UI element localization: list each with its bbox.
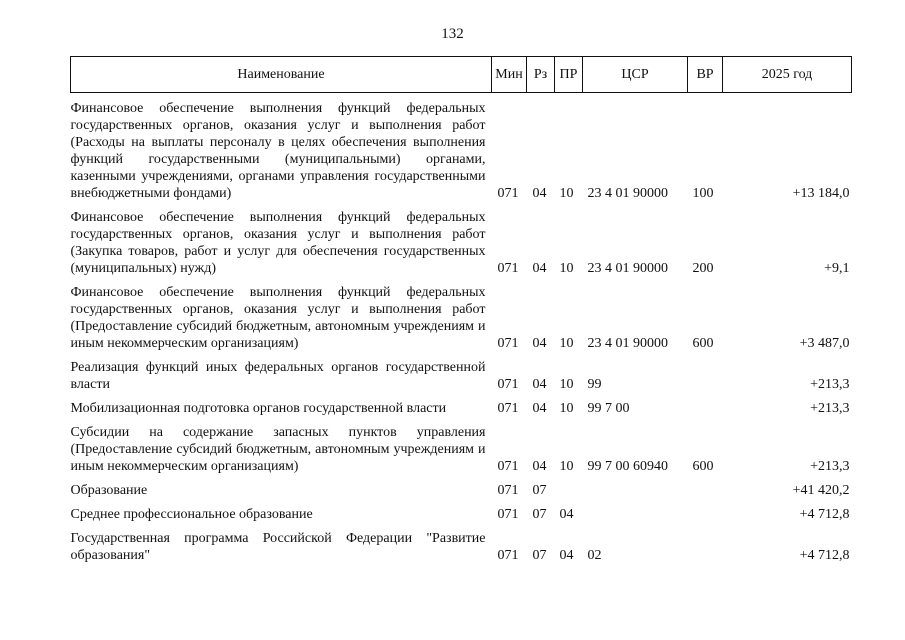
header-year: 2025 год	[723, 57, 852, 93]
row-rz: 04	[532, 459, 547, 474]
row-vr: 600	[692, 336, 714, 351]
row-csr	[583, 499, 688, 523]
row-min: 071	[497, 459, 519, 474]
row-rz: 04	[532, 186, 547, 201]
row-sum: +213,3	[810, 377, 850, 392]
table-row	[71, 499, 852, 523]
table-row	[71, 202, 852, 277]
row-pr: 10	[559, 336, 574, 351]
row-sum: +13 184,0	[792, 186, 850, 201]
row-min: 071	[497, 483, 519, 498]
row-pr: 10	[559, 459, 574, 474]
row-sum: +213,3	[810, 459, 850, 474]
table-header	[71, 57, 852, 93]
row-pr: 04	[559, 548, 574, 563]
row-vr	[688, 523, 723, 564]
row-csr: 99 7 00 60940	[587, 459, 668, 474]
row-sum: +4 712,8	[799, 507, 850, 522]
row-sum: +3 487,0	[799, 336, 850, 351]
row-name: Государственная программа Российской Федерации "Развитие образования"	[70, 531, 486, 563]
row-name: Финансовое обеспечение выполнения функций федеральных государственных органов, оказания услуг и выполнения работ (Закупка товаров, работ и услуг для обеспечения государственных (муниципальных) нужд)	[70, 210, 486, 276]
row-name: Среднее профессиональное образование	[70, 507, 313, 522]
row-rz: 04	[532, 261, 547, 276]
table-row	[71, 93, 852, 203]
row-pr	[555, 475, 583, 499]
row-pr: 04	[559, 507, 574, 522]
header-rz: Рз	[527, 57, 555, 93]
row-vr	[688, 475, 723, 499]
row-csr: 02	[587, 548, 602, 563]
row-csr: 99 7 00	[587, 401, 630, 416]
row-rz: 07	[532, 507, 547, 522]
row-vr	[688, 352, 723, 393]
row-min: 071	[497, 507, 519, 522]
row-pr: 10	[559, 401, 574, 416]
row-min: 071	[497, 401, 519, 416]
row-vr	[688, 393, 723, 417]
row-csr: 23 4 01 90000	[587, 186, 668, 201]
row-rz: 07	[532, 483, 547, 498]
header-csr: ЦСР	[583, 57, 688, 93]
row-min: 071	[497, 377, 519, 392]
row-csr	[583, 475, 688, 499]
row-sum: +213,3	[810, 401, 850, 416]
row-min: 071	[497, 336, 519, 351]
header-min: Мин	[492, 57, 527, 93]
row-pr: 10	[559, 377, 574, 392]
row-rz: 04	[532, 401, 547, 416]
table-row	[71, 475, 852, 499]
row-name: Мобилизационная подготовка органов государственной власти	[70, 401, 447, 416]
row-sum: +41 420,2	[792, 483, 850, 498]
table-row	[71, 277, 852, 352]
header-pr: ПР	[555, 57, 583, 93]
header-name: Наименование	[71, 57, 492, 93]
row-name: Субсидии на содержание запасных пунктов управления (Предоставление субсидий бюджетным, автономным учреждениям и иным некоммерческим организациям)	[70, 425, 486, 474]
row-pr: 10	[559, 186, 574, 201]
row-csr: 23 4 01 90000	[587, 336, 668, 351]
row-min: 071	[497, 186, 519, 201]
row-name: Финансовое обеспечение выполнения функций федеральных государственных органов, оказания услуг и выполнения работ (Расходы на выплаты персоналу в целях обеспечения выполнения функций государственными (муниципальными) органами, казенными учреждениями, органами управления государственными внебюджетными фондами)	[70, 101, 486, 201]
row-sum: +9,1	[824, 261, 850, 276]
row-pr: 10	[559, 261, 574, 276]
row-min: 071	[497, 261, 519, 276]
row-name: Реализация функций иных федеральных органов государственной власти	[70, 360, 486, 392]
row-vr: 200	[692, 261, 714, 276]
row-name: Образование	[70, 483, 148, 498]
row-sum: +4 712,8	[799, 548, 850, 563]
budget-table	[70, 56, 852, 564]
row-vr	[688, 499, 723, 523]
page-number: 132	[441, 26, 464, 42]
row-vr: 600	[692, 459, 714, 474]
row-name: Финансовое обеспечение выполнения функций федеральных государственных органов, оказания услуг и выполнения работ (Предоставление субсидий бюджетным, автономным учреждениям и иным некоммерческим организациям)	[70, 285, 486, 351]
table-row	[71, 523, 852, 564]
row-csr: 23 4 01 90000	[587, 261, 668, 276]
table-row	[71, 352, 852, 393]
row-rz: 04	[532, 377, 547, 392]
table-body	[71, 93, 852, 565]
table-row	[71, 417, 852, 475]
row-rz: 07	[532, 548, 547, 563]
row-vr: 100	[692, 186, 714, 201]
header-vr: ВР	[688, 57, 723, 93]
row-rz: 04	[532, 336, 547, 351]
row-csr: 99	[587, 377, 602, 392]
row-min: 071	[497, 548, 519, 563]
table-row	[71, 393, 852, 417]
